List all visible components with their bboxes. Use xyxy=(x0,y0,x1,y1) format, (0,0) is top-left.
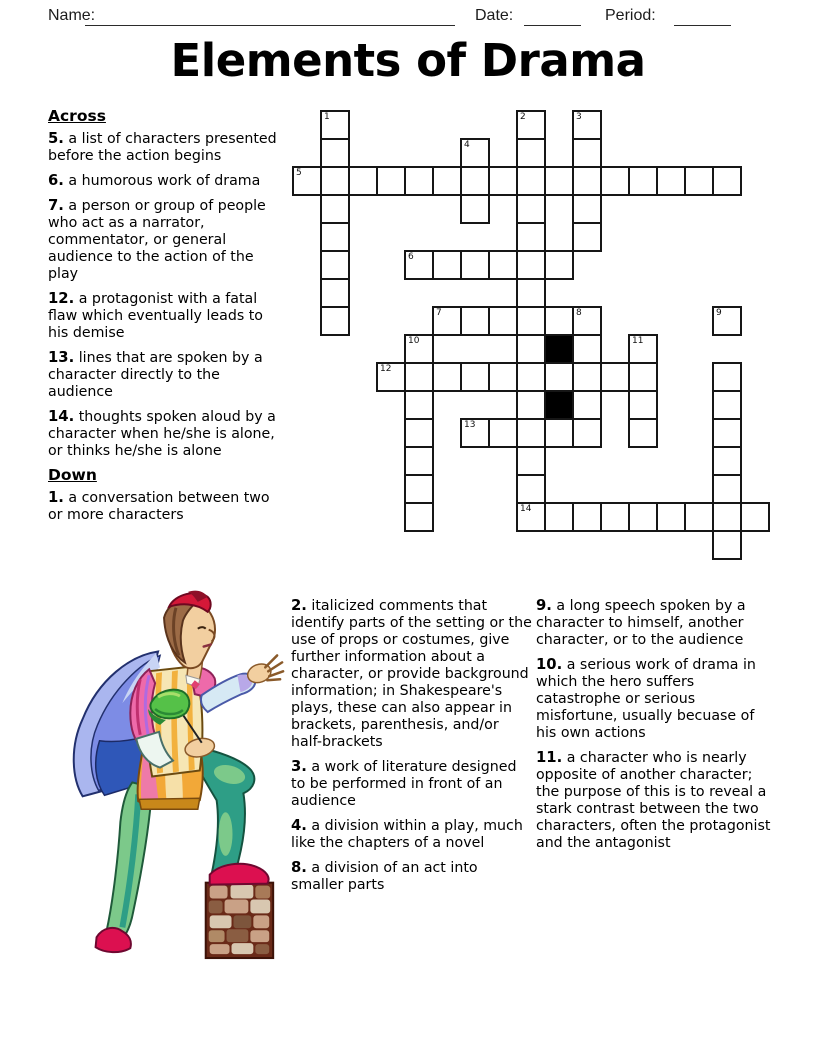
crossword-cell-black xyxy=(544,334,574,364)
crossword-cell[interactable] xyxy=(572,502,602,532)
cell-number: 2 xyxy=(520,112,526,122)
crossword-cell[interactable] xyxy=(712,418,742,448)
crossword-cell[interactable] xyxy=(572,138,602,168)
crossword-cell[interactable] xyxy=(320,278,350,308)
cell-number: 8 xyxy=(576,308,582,318)
clue-number: 1. xyxy=(48,489,64,506)
crossword-cell[interactable] xyxy=(320,138,350,168)
crossword-cell[interactable] xyxy=(376,362,406,392)
crossword-cell[interactable] xyxy=(516,418,546,448)
clue-item-13: 13. lines that are spoken by a character directly to the audience xyxy=(48,349,263,400)
clue-item-2: 2. italicized comments that identify parts of the setting or the use of props or costumes, give further information about a character, or provide background information; in Shakespeare's plays, these can also appear in brackets, parenthesis, and/or half-brackets xyxy=(291,597,532,750)
crossword-cell[interactable] xyxy=(628,418,658,448)
crossword-cell[interactable] xyxy=(740,502,770,532)
crossword-cell[interactable] xyxy=(460,418,490,448)
crossword-cell[interactable] xyxy=(572,306,602,336)
crossword-cell[interactable] xyxy=(460,362,490,392)
clue-item-9: 9. a long speech spoken by a character to himself, another character, or to the audience xyxy=(536,597,746,648)
clue-number: 10. xyxy=(536,656,563,673)
crossword-cell[interactable] xyxy=(404,390,434,420)
period-label: Period: xyxy=(605,7,656,24)
crossword-cell[interactable] xyxy=(404,362,434,392)
crossword-cell[interactable] xyxy=(516,194,546,224)
crossword-cell[interactable] xyxy=(544,362,574,392)
crossword-cell[interactable] xyxy=(600,362,630,392)
clue-number: 13. xyxy=(48,349,75,366)
crossword-cell[interactable] xyxy=(404,334,434,364)
crossword-cell[interactable] xyxy=(572,418,602,448)
down-heading: Down xyxy=(48,466,97,484)
crossword-cell[interactable] xyxy=(404,474,434,504)
crossword-cell[interactable] xyxy=(516,250,546,280)
crossword-cell[interactable] xyxy=(460,250,490,280)
crossword-cell[interactable] xyxy=(572,390,602,420)
crossword-cell[interactable] xyxy=(628,166,658,196)
brick-pedestal xyxy=(206,883,273,958)
date-field-line[interactable] xyxy=(524,25,581,26)
clue-item-14: 14. thoughts spoken aloud by a character when he/she is alone, or thinks he/she is alone xyxy=(48,408,276,459)
crossword-cell[interactable] xyxy=(544,418,574,448)
crossword-cell[interactable] xyxy=(656,502,686,532)
crossword-cell[interactable] xyxy=(516,474,546,504)
crossword-cell[interactable] xyxy=(432,306,462,336)
crossword-cell[interactable] xyxy=(600,502,630,532)
crossword-cell[interactable] xyxy=(516,306,546,336)
clue-number: 8. xyxy=(291,859,307,876)
clue-item-8: 8. a division of an act into smaller parts xyxy=(291,859,478,893)
cell-number: 3 xyxy=(576,112,582,122)
crossword-cell[interactable] xyxy=(656,166,686,196)
clue-number: 6. xyxy=(48,172,64,189)
clue-item-7: 7. a person or group of people who act as a narrator, commentator, or general audience to the action of the play xyxy=(48,197,266,282)
cell-number: 10 xyxy=(408,336,420,346)
crossword-cell[interactable] xyxy=(712,474,742,504)
clue-column-right xyxy=(536,597,776,859)
crossword-cell[interactable] xyxy=(404,502,434,532)
crossword-cell[interactable] xyxy=(320,222,350,252)
period-field-line[interactable] xyxy=(674,25,731,26)
crossword-cell[interactable] xyxy=(516,278,546,308)
crossword-cell[interactable] xyxy=(516,334,546,364)
clue-column-left xyxy=(48,108,286,531)
crossword-cell[interactable] xyxy=(712,166,742,196)
crossword-cell[interactable] xyxy=(572,166,602,196)
clue-number: 11. xyxy=(536,749,563,766)
crossword-cell[interactable] xyxy=(600,166,630,196)
crossword-cell[interactable] xyxy=(712,390,742,420)
clue-item-10: 10. a serious work of drama in which the hero suffers catastrophe or serious misfortune, usually becuase of his own actions xyxy=(536,656,756,741)
crossword-cell[interactable] xyxy=(460,138,490,168)
crossword-cell[interactable] xyxy=(320,166,350,196)
crossword-cell[interactable] xyxy=(712,362,742,392)
cell-number: 5 xyxy=(296,168,302,178)
clue-number: 5. xyxy=(48,130,64,147)
crossword-cell[interactable] xyxy=(404,446,434,476)
clue-number: 3. xyxy=(291,758,307,775)
crossword-cell[interactable] xyxy=(460,166,490,196)
crossword-cell[interactable] xyxy=(628,362,658,392)
crossword-cell[interactable] xyxy=(292,166,322,196)
shakespearean-actor-illustration xyxy=(52,584,286,966)
cell-number: 1 xyxy=(324,112,330,122)
crossword-cell[interactable] xyxy=(404,418,434,448)
crossword-cell[interactable] xyxy=(628,334,658,364)
crossword-cell[interactable] xyxy=(712,306,742,336)
crossword-cell[interactable] xyxy=(488,166,518,196)
crossword-cell[interactable] xyxy=(404,250,434,280)
crossword-cell[interactable] xyxy=(544,250,574,280)
page-title: Elements of Drama xyxy=(170,34,646,87)
crossword-cell[interactable] xyxy=(516,110,546,140)
head xyxy=(164,591,215,669)
cell-number: 14 xyxy=(520,504,532,514)
clue-column-middle xyxy=(291,597,533,901)
crossword-cell[interactable] xyxy=(432,362,462,392)
crossword-cell[interactable] xyxy=(320,306,350,336)
clue-item-6: 6. a humorous work of drama xyxy=(48,172,261,189)
crossword-cell[interactable] xyxy=(432,250,462,280)
crossword-cell[interactable] xyxy=(376,166,406,196)
cell-number: 7 xyxy=(436,308,442,318)
name-label: Name: xyxy=(48,7,96,24)
clue-number: 12. xyxy=(48,290,75,307)
crossword-cell[interactable] xyxy=(572,194,602,224)
crossword-cell[interactable] xyxy=(628,502,658,532)
crossword-cell[interactable] xyxy=(712,446,742,476)
cell-number: 4 xyxy=(464,140,470,150)
clue-number: 9. xyxy=(536,597,552,614)
clue-item-11: 11. a character who is nearly opposite of another character; the purpose of this is to reveal a stark contrast between the two characters, often the protagonist and the antagonist xyxy=(536,749,771,851)
cell-number: 6 xyxy=(408,252,414,262)
crossword-cell[interactable] xyxy=(628,390,658,420)
crossword-cell[interactable] xyxy=(516,166,546,196)
crossword-cell[interactable] xyxy=(712,530,742,560)
clue-item-12: 12. a protagonist with a fatal flaw which eventually leads to his demise xyxy=(48,290,263,341)
crossword-cell[interactable] xyxy=(516,138,546,168)
crossword-cell-black xyxy=(544,390,574,420)
crossword-cell[interactable] xyxy=(432,166,462,196)
cell-number: 11 xyxy=(632,336,644,346)
crossword-cell[interactable] xyxy=(712,502,742,532)
crossword-cell[interactable] xyxy=(572,334,602,364)
name-field-line[interactable] xyxy=(85,25,455,26)
crossword-cell[interactable] xyxy=(544,306,574,336)
cell-number: 13 xyxy=(464,420,476,430)
date-label: Date: xyxy=(475,7,514,24)
crossword-cell[interactable] xyxy=(544,502,574,532)
crossword-cell[interactable] xyxy=(516,362,546,392)
crossword-cell[interactable] xyxy=(544,166,574,196)
crossword-cell[interactable] xyxy=(684,166,714,196)
clue-number: 7. xyxy=(48,197,64,214)
crossword-cell[interactable] xyxy=(516,502,546,532)
crossword-cell[interactable] xyxy=(572,362,602,392)
crossword-cell[interactable] xyxy=(460,306,490,336)
crossword-cell[interactable] xyxy=(320,250,350,280)
crossword-cell[interactable] xyxy=(516,390,546,420)
cell-number: 9 xyxy=(716,308,722,318)
crossword-cell[interactable] xyxy=(572,222,602,252)
crossword-cell[interactable] xyxy=(572,110,602,140)
clue-item-3: 3. a work of literature designed to be performed in front of an audience xyxy=(291,758,517,809)
clue-number: 2. xyxy=(291,597,307,614)
crossword-cell[interactable] xyxy=(404,166,434,196)
crossword-cell[interactable] xyxy=(516,222,546,252)
crossword-cell[interactable] xyxy=(460,194,490,224)
crossword-cell[interactable] xyxy=(488,250,518,280)
clue-number: 14. xyxy=(48,408,75,425)
crossword-cell[interactable] xyxy=(684,502,714,532)
clue-number: 4. xyxy=(291,817,307,834)
crossword-cell[interactable] xyxy=(488,362,518,392)
crossword-cell[interactable] xyxy=(516,446,546,476)
crossword-cell[interactable] xyxy=(320,110,350,140)
crossword-cell[interactable] xyxy=(488,418,518,448)
crossword-cell[interactable] xyxy=(348,166,378,196)
right-arm xyxy=(190,655,283,712)
across-heading: Across xyxy=(48,107,106,125)
clue-item-1: 1. a conversation between two or more characters xyxy=(48,489,270,523)
clue-item-4: 4. a division within a play, much like the chapters of a novel xyxy=(291,817,523,851)
crossword-cell[interactable] xyxy=(320,194,350,224)
crossword-grid xyxy=(292,110,770,560)
clue-item-5: 5. a list of characters presented before the action begins xyxy=(48,130,277,164)
crossword-cell[interactable] xyxy=(488,306,518,336)
cell-number: 12 xyxy=(380,364,392,374)
